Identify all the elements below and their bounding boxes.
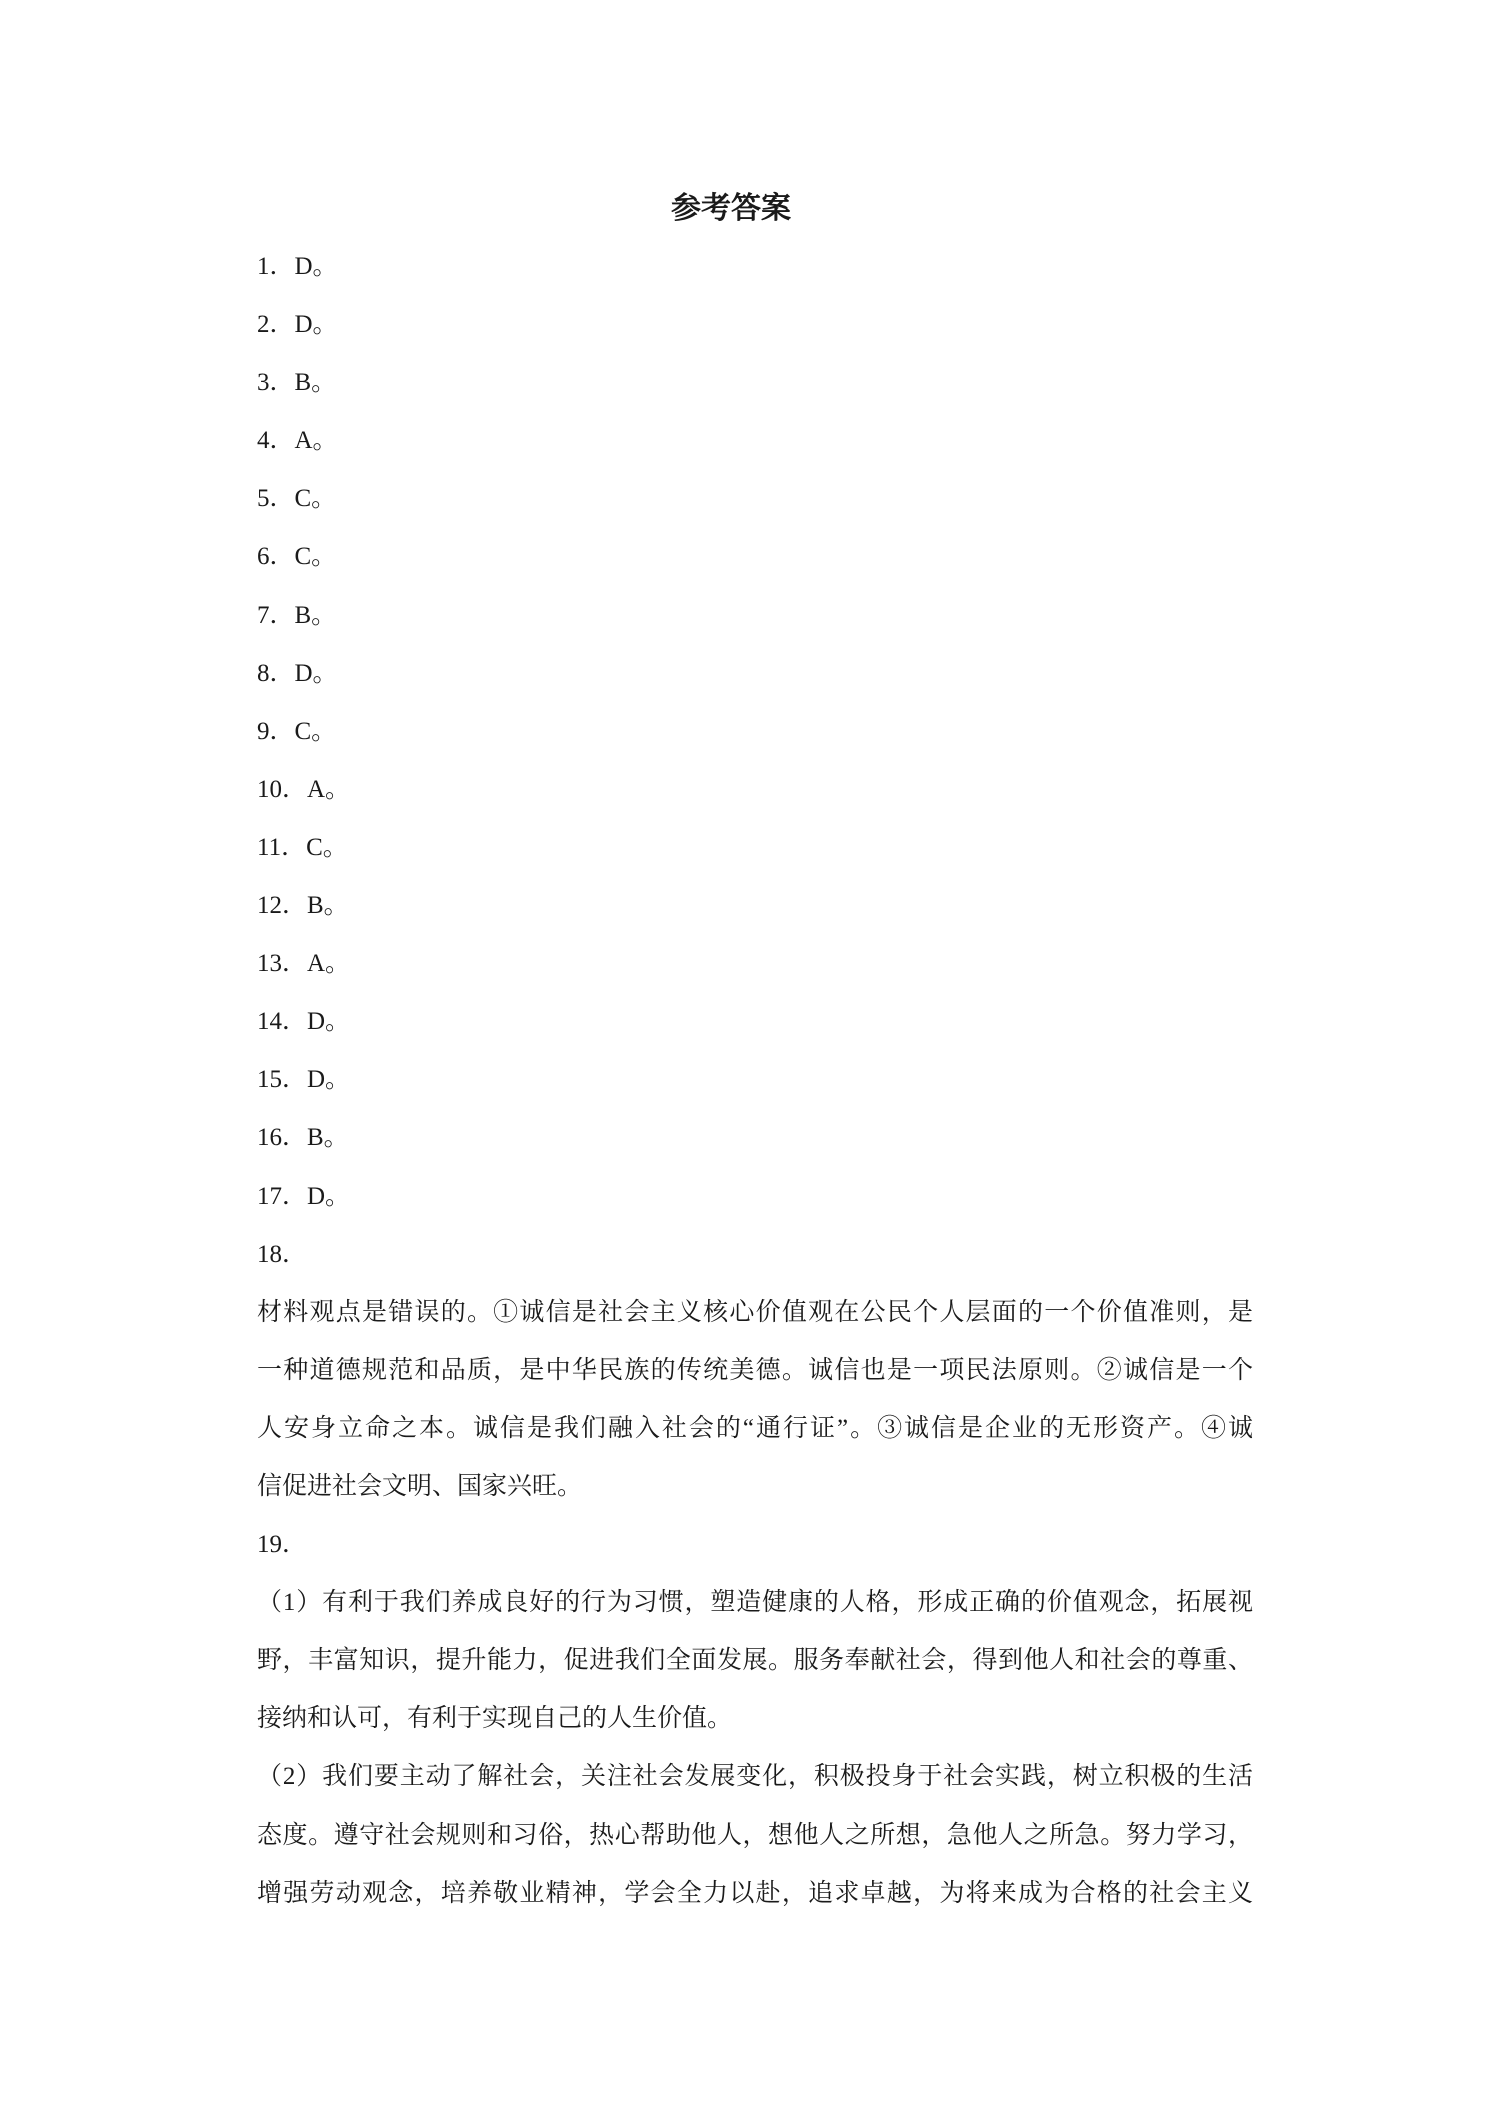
answer-item-10: 10．A。 bbox=[257, 775, 351, 803]
answer-item-6: 6．C。 bbox=[257, 543, 337, 571]
page-title: 参考答案 bbox=[671, 192, 791, 225]
answer-item-15: 15．D。 bbox=[257, 1066, 351, 1094]
question-19-part-1 bbox=[257, 1574, 1253, 1748]
question-18-line: 材料观点是错误的。①诚信是社会主义核心价值观在公民个人层面的一个价值准则，是 bbox=[257, 1298, 1253, 1326]
question-19-part-1-line: （1）有利于我们养成良好的行为习惯，塑造健康的人格，形成正确的价值观念，拓展视 bbox=[257, 1589, 1253, 1617]
answer-item-2: 2．D。 bbox=[257, 311, 338, 339]
answer-item-16: 16．B。 bbox=[257, 1124, 349, 1152]
question-18-line: 一种道德规范和品质，是中华民族的传统美德。诚信也是一项民法原则。②诚信是一个 bbox=[257, 1356, 1253, 1384]
question-19-part-2 bbox=[257, 1748, 1253, 1922]
answer-item-5: 5．C。 bbox=[257, 485, 337, 513]
answer-item-12: 12．B。 bbox=[257, 892, 349, 920]
question-19-part-2-line: 增强劳动观念，培养敬业精神，学会全力以赴，追求卓越，为将来成为合格的社会主义 bbox=[257, 1879, 1253, 1907]
answer-item-13: 13．A。 bbox=[257, 950, 351, 978]
question-19-label: 19． bbox=[257, 1531, 308, 1559]
answer-item-14: 14．D。 bbox=[257, 1008, 351, 1036]
answer-content bbox=[257, 238, 1253, 1923]
question-19-part-2-line: （2）我们要主动了解社会，关注社会发展变化，积极投身于社会实践，树立积极的生活 bbox=[257, 1763, 1253, 1791]
answer-item-17: 17．D。 bbox=[257, 1182, 351, 1210]
question-19-part-1-line: 接纳和认可，有利于实现自己的人生价值。 bbox=[257, 1705, 733, 1733]
answer-item-8: 8．D。 bbox=[257, 659, 338, 687]
answer-item-4: 4．A。 bbox=[257, 427, 338, 455]
question-19-part-2-line: 态度。遵守社会规则和习俗，热心帮助他人，想他人之所想，急他人之所急。努力学习， bbox=[257, 1821, 1253, 1849]
question-18-label: 18． bbox=[257, 1240, 308, 1268]
answer-item-9: 9．C。 bbox=[257, 717, 337, 745]
answer-item-7: 7．B。 bbox=[257, 601, 337, 629]
answer-item-11: 11．C。 bbox=[257, 833, 348, 861]
answer-item-3: 3．B。 bbox=[257, 369, 337, 397]
question-18-line: 人安身立命之本。诚信是我们融入社会的“通行证”。③诚信是企业的无形资产。④诚 bbox=[257, 1414, 1253, 1442]
question-19-part-1-line: 野，丰富知识，提升能力，促进我们全面发展。服务奉献社会，得到他人和社会的尊重、 bbox=[257, 1647, 1253, 1675]
answer-item-1: 1．D。 bbox=[257, 253, 338, 280]
question-18-line: 信促进社会文明、国家兴旺。 bbox=[257, 1472, 583, 1500]
question-18-answer bbox=[257, 1284, 1253, 1516]
